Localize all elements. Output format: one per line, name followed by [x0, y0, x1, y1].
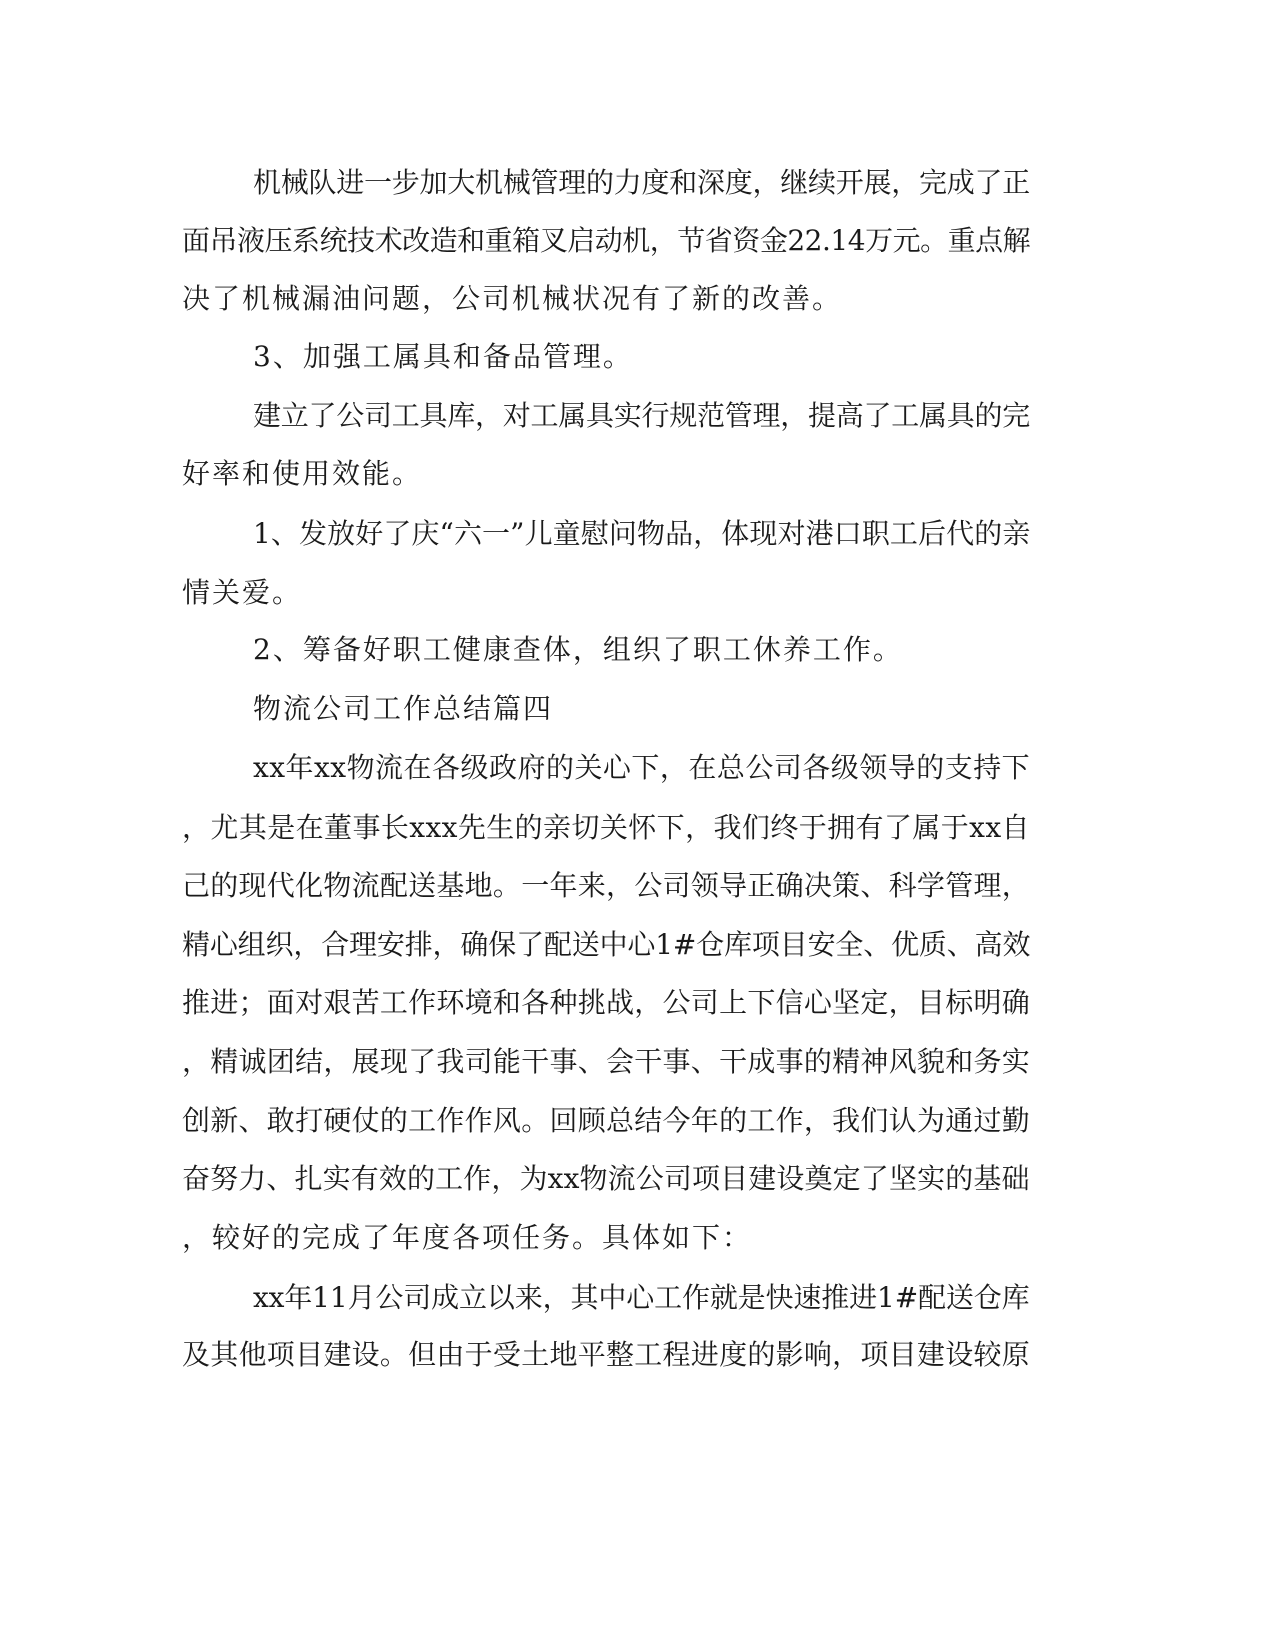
- text-line: 机械队进一步加大机械管理的力度和深度，继续开展，完成了正: [253, 166, 1031, 199]
- text-line: 及其他项目建设。但由于受土地平整工程进度的影响，项目建设较原: [182, 1338, 1031, 1371]
- text-line: 己的现代化物流配送基地。一年来，公司领导正确决策、科学管理，: [182, 869, 1031, 902]
- text-line: 精心组织，合理安排，确保了配送中心1#仓库项目安全、优质、高效: [182, 928, 1031, 961]
- text-line: 3、加强工属具和备品管理。: [253, 340, 633, 373]
- text-line: 推进；面对艰苦工作环境和各种挑战，公司上下信心坚定，目标明确: [182, 986, 1031, 1019]
- text-line: ，精诚团结，展现了我司能干事、会干事、干成事的精神风貌和务实: [182, 1045, 1031, 1078]
- text-line: xx年11月公司成立以来，其中心工作就是快速推进1#配送仓库: [253, 1281, 1030, 1314]
- text-line: 建立了公司工具库，对工属具实行规范管理，提高了工属具的完: [253, 399, 1031, 432]
- text-line: 2、筹备好职工健康查体，组织了职工休养工作。: [253, 633, 903, 666]
- text-line: ，较好的完成了年度各项任务。具体如下：: [182, 1221, 753, 1254]
- text-line: xx年xx物流在各级政府的关心下，在总公司各级领导的支持下: [253, 751, 1031, 784]
- section-heading: 物流公司工作总结篇四: [253, 692, 554, 725]
- text-line: 决了机械漏油问题，公司机械状况有了新的改善。: [182, 282, 843, 315]
- text-line: 创新、敢打硬仗的工作作风。回顾总结今年的工作，我们认为通过勤: [182, 1104, 1031, 1137]
- text-line: 好率和使用效能。: [182, 457, 423, 490]
- text-line: 奋努力、扎实有效的工作，为xx物流公司项目建设奠定了坚实的基础: [182, 1162, 1030, 1195]
- text-line: 情关爱。: [182, 576, 303, 609]
- text-line: ，尤其是在董事长xxx先生的亲切关怀下，我们终于拥有了属于xx自: [182, 811, 1030, 844]
- text-line: 面吊液压系统技术改造和重箱叉启动机，节省资金22.14万元。重点解: [182, 224, 1031, 257]
- text-line: 1、发放好了庆“六一”儿童慰问物品，体现对港口职工后代的亲: [253, 517, 1031, 550]
